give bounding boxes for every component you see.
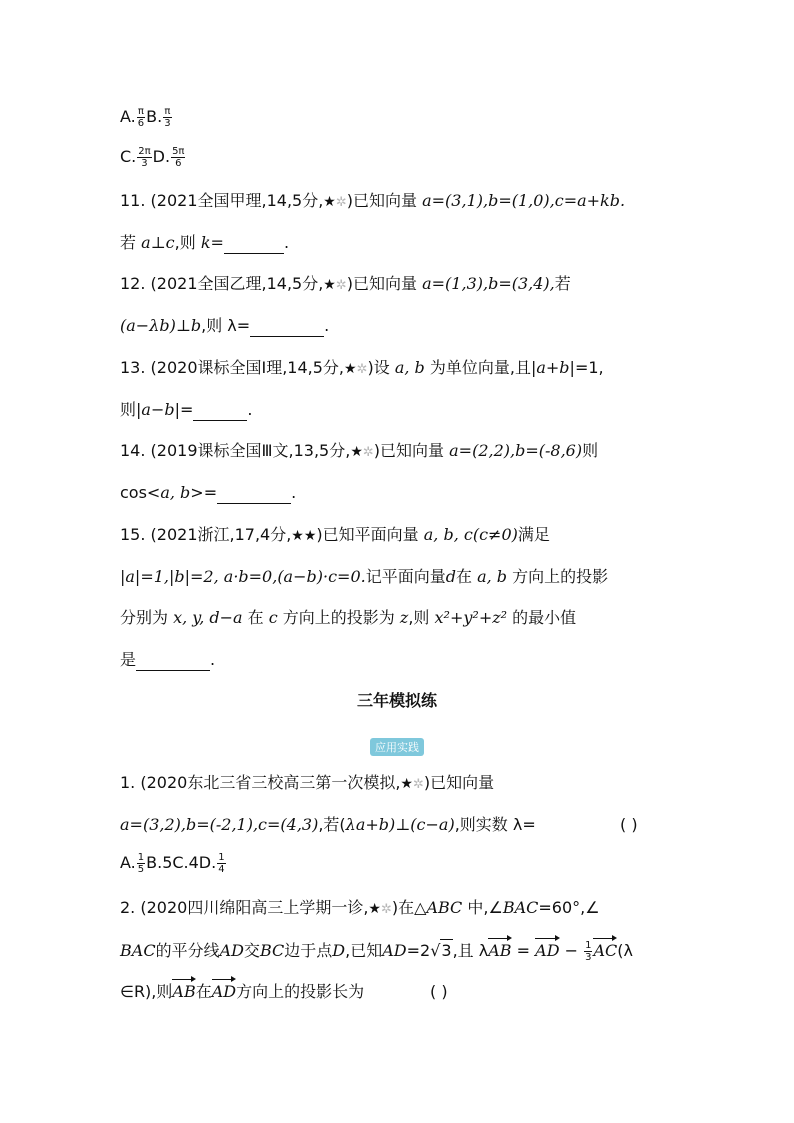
q11-line1: 11. (2021全国甲理,14,5分,★✲)已知向量 a=(3,1),b=(1,0),c=a+kb. [120, 191, 626, 210]
difficulty-star-dim-icon: ✲ [380, 902, 392, 917]
vector-ac: AC [593, 941, 618, 960]
q11-line2: 若 a⊥c,则 k= . [120, 233, 290, 252]
p1-answer-paren: ( ) [620, 815, 638, 834]
q14-line2: cos<a, b>= . [120, 483, 297, 502]
q14-line1: 14. (2019课标全国Ⅲ文,13,5分,★✲)已知向量 a=(2,2),b=(-8,6)则 [120, 441, 599, 460]
answer-blank[interactable] [136, 654, 210, 671]
sqrt-symbol: √ [430, 941, 441, 960]
p1-line2: a=(3,2),b=(-2,1),c=(4,3),若(λa+b)⊥(c−a),则实数 λ= [120, 815, 536, 834]
difficulty-star-icon: ★ [350, 444, 363, 460]
difficulty-star-dim-icon: ✲ [356, 362, 368, 377]
p1-line1: 1. (2020东北三省三校高三第一次模拟,★✲)已知向量 [120, 773, 495, 792]
difficulty-star-icon: ★ [400, 776, 413, 792]
difficulty-star-icon: ★ [291, 528, 304, 544]
difficulty-star-dim-icon: ✲ [362, 445, 374, 460]
q15-line2: |a|=1,|b|=2, a·b=0,(a−b)·c=0.记平面向量d在 a, b 方向上的投影 [120, 567, 609, 586]
q13-line1: 13. (2020课标全国Ⅰ理,14,5分,★✲)设 a, b 为单位向量,且|a+b|=1, [120, 358, 604, 377]
q15-line1: 15. (2021浙江,17,4分,★★)已知平面向量 a, b, c(c≠0)满足 [120, 525, 550, 544]
q12-line1: 12. (2021全国乙理,14,5分,★✲)已知向量 a=(1,3),b=(3,4),若 [120, 274, 571, 293]
difficulty-star-icon: ★ [303, 528, 317, 544]
q12-line2: (a−λb)⊥b,则 λ= . [120, 316, 330, 335]
p2-line2: BAC的平分线AD交BC边于点D,已知AD=2√3,且 λAB = AD − $\frac{1}{3}$ AC(λ [120, 940, 633, 963]
vector-ad: AD [211, 982, 237, 1001]
difficulty-star-dim-icon: ✲ [335, 278, 347, 293]
answer-blank[interactable] [217, 487, 291, 504]
difficulty-star-icon: ★ [344, 361, 357, 377]
answer-blank[interactable] [250, 320, 324, 337]
p2-answer-paren: ( ) [430, 982, 448, 1001]
q15-line3: 分别为 x, y, d−a 在 c 方向上的投影为 z,则 x²+y²+z² 的最小值 [120, 608, 577, 627]
q13-line2: 则|a−b|= . [120, 400, 253, 419]
fraction: $\frac{5\pi}{6}$ [172, 146, 185, 169]
difficulty-star-icon: ★ [323, 194, 336, 210]
difficulty-star-dim-icon: ✲ [412, 777, 424, 792]
fraction: $\frac{1}{4}$ [218, 852, 225, 875]
p1-options: A. $\frac{1}{5}$ B.5C.4D. $\frac{1}{4}$ [120, 852, 225, 875]
q10-options-ab: A. $\frac{\pi}{6}$ B. $\frac{\pi}{3}$ [120, 106, 171, 129]
section-title: 三年模拟练 [356, 691, 437, 710]
fraction: $\frac{2\pi}{3}$ [138, 146, 151, 169]
q15-line4: 是 . [120, 650, 216, 669]
difficulty-star-icon: ★ [323, 277, 336, 293]
p2-line3: ∈R),则AB在AD方向上的投影长为 [120, 982, 365, 1001]
fraction: $\frac{1}{3}$ [585, 940, 592, 963]
difficulty-star-dim-icon: ✲ [335, 195, 347, 210]
vector-ad: AD [535, 941, 560, 960]
fraction: $\frac{1}{5}$ [137, 852, 145, 875]
p2-line1: 2. (2020四川绵阳高三上学期一诊,★✲)在△ABC 中,∠BAC=60°,∠ [120, 898, 600, 917]
fraction: $\frac{\pi}{6}$ [137, 106, 145, 129]
answer-blank[interactable] [193, 404, 247, 421]
section-badge: 应用实践 [370, 738, 424, 756]
vector-ab: AB [488, 941, 512, 960]
fraction: $\frac{\pi}{3}$ [164, 106, 171, 129]
difficulty-star-icon: ★ [368, 901, 381, 917]
q10-options-cd: C. $\frac{2\pi}{3}$ D. $\frac{5\pi}{6}$ [120, 146, 185, 169]
vector-ab: AB [172, 982, 196, 1001]
answer-blank[interactable] [224, 237, 284, 254]
